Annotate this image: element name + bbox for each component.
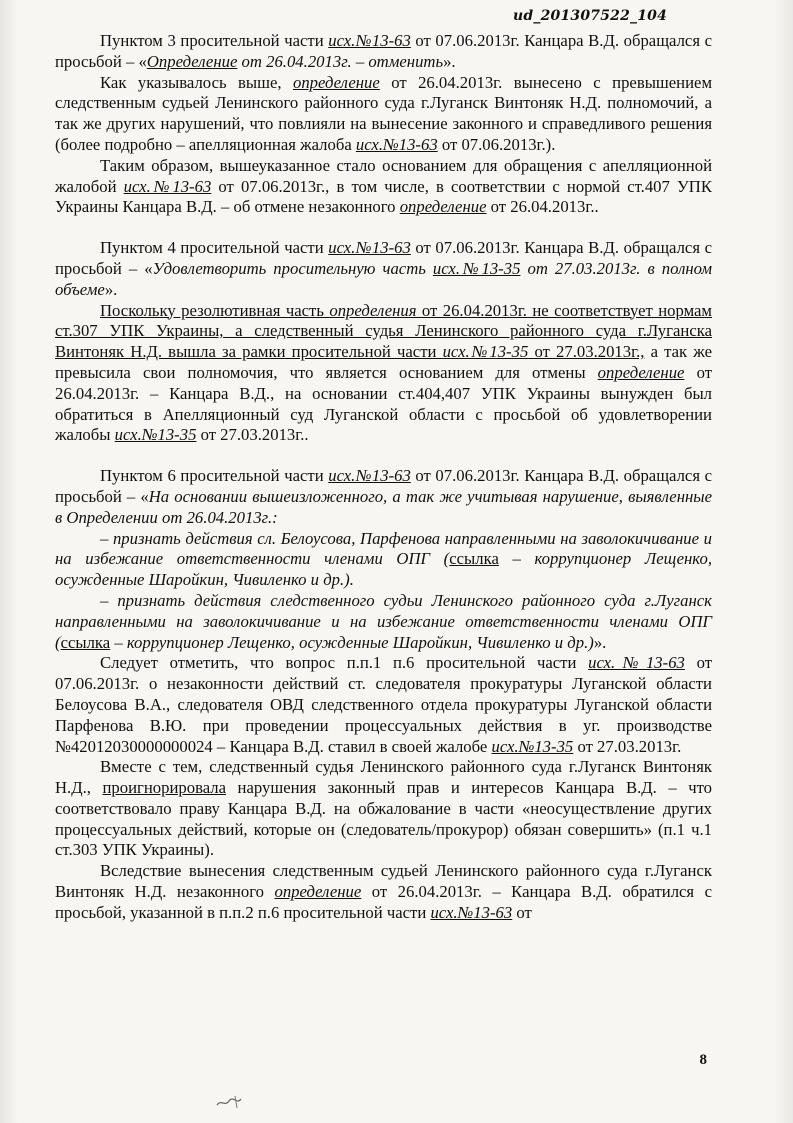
- text-run: Как указывалось выше,: [100, 72, 293, 92]
- text-run: от 07.06.2013г. Канцара В.Д. обращался с просьбой – «: [55, 31, 712, 71]
- paragraph: [55, 238, 712, 300]
- pen-mark-icon: [215, 1093, 255, 1111]
- text-run: от 26.04.2013г. – Канцара В.Д. обратился с просьбой, указанной в п.п.2 п.6 просительной части: [55, 882, 712, 922]
- text-run: Пунктом 4 просительной части: [100, 238, 329, 258]
- document-body: [55, 31, 712, 924]
- reference-link-text: исх.№13-63: [588, 653, 685, 673]
- reference-link-text: определения: [329, 300, 417, 320]
- reference-link-text: исх.№13-63: [328, 238, 411, 258]
- reference-link-text: исх.№13-63: [328, 31, 411, 50]
- paragraph: [55, 466, 712, 528]
- text-run: Вместе с тем, следственный судья Ленинского районного суда г.Луганск Винтоняк Н.Д.,: [55, 757, 712, 798]
- text-run: Вследствие вынесения следственным судьей Ленинского районного суда г.Луганск Винтоняк Н.Д. незаконного: [55, 861, 712, 902]
- text-run: На основании вышеизложенного, а так же учитывая нарушение, выявленные в Определении от 26.04.2013г.:: [55, 486, 712, 527]
- text-run: от 07.06.2013г., в том числе, в соответствии с нормой ст.407 УПК Украины Канцара В.Д. – об отмене незаконного: [55, 176, 712, 217]
- reference-link-text: определение: [292, 72, 380, 92]
- paragraph: [55, 156, 712, 218]
- paragraph-spacer: [55, 218, 712, 238]
- reference-link-text: Определение: [146, 51, 238, 71]
- text-run: ссылка: [449, 549, 499, 569]
- paragraph: [55, 301, 712, 447]
- paragraph: [55, 653, 712, 757]
- text-run: от 26.04.2013г. вынесено с превышением следственным судьей Ленинского районного суда г.Луганск Винтоняк Н.Д. полномочий, а так же других нарушений, что повлияли на вынесение законного и справедливого решения (более подробно – апелляционная жалоба: [55, 72, 713, 154]
- text-run: от 07.06.2013г.).: [437, 134, 556, 154]
- text-run: от 27.03.2013г.: [573, 736, 682, 756]
- text-run: Следует отметить, что вопрос п.п.1 п.6 просительной части: [100, 653, 589, 673]
- paragraph: [55, 529, 712, 591]
- text-run: от 07.06.2013г. Канцара В.Д. обращался с просьбой – «: [55, 238, 712, 278]
- paragraph: [55, 757, 712, 861]
- text-run: Удовлетворить просительную часть: [152, 258, 433, 278]
- paragraph: [55, 73, 712, 156]
- text-run: – признать действия следственного судьи Ленинского районного суда г.Луганск направленными на заволокичивание и на избежание ответственности членами ОПГ (: [55, 590, 712, 652]
- text-run: – коррупционер Лещенко, осужденные Шаройкин, Чивиленко и др.): [110, 632, 594, 652]
- text-run: ».: [443, 51, 456, 71]
- text-run: Пунктом 3 просительной части: [100, 31, 329, 50]
- text-run: Пунктом 6 просительной части: [100, 466, 329, 486]
- text-run: проигнорировала: [102, 778, 227, 798]
- text-run: от 07.06.2013г. о незаконности действий ст. следователя прокуратуры Луганской области Белоусова В.А., следователя ОВД следственного отдела прокуратуры Луганской области Парфенова В.Ю. при проведении процессуальных действия в уг. производстве №42012030000000024 – Канцара В.Д. ставил в своей жалобе: [55, 653, 712, 756]
- text-run: Поскольку резолютивная часть: [100, 300, 330, 320]
- reference-link-text: исх.№13-35: [491, 736, 574, 756]
- paragraph: [55, 861, 712, 923]
- text-run: от 27.03.2013г.,: [528, 342, 645, 362]
- paragraph: [55, 591, 712, 653]
- page-number: 8: [699, 1052, 707, 1068]
- text-run: от 27.03.2013г..: [196, 425, 309, 445]
- reference-link-text: определение: [274, 882, 362, 902]
- reference-link-text: исх.№13-35: [442, 342, 529, 362]
- text-run: ».: [104, 279, 118, 299]
- text-run: от 26.04.2013г. – Канцара В.Д., на основании ст.404,407 УПК Украины вынужден был обратиться в Апелляционный суд Луганской области с просьбой об удовлетворении жалобы: [55, 362, 712, 445]
- reference-link-text: исх.№13-35: [432, 258, 521, 278]
- text-run: от 26.04.2013г. – отменить: [237, 51, 444, 71]
- text-run: от 07.06.2013г. Канцара В.Д. обращался с просьбой – «: [55, 466, 712, 506]
- reference-link-text: определение: [597, 362, 685, 382]
- text-run: от 26.04.2013г..: [486, 197, 599, 217]
- reference-link-text: исх.№13-63: [430, 902, 513, 922]
- paragraph-spacer: [55, 446, 712, 466]
- text-run: – коррупционер Лещенко, осужденные Шаройкин, Чивиленко и др.).: [55, 549, 712, 590]
- reference-link-text: исх.№13-63: [328, 466, 411, 486]
- text-run: ».: [593, 632, 607, 652]
- reference-link-text: исх.№13-63: [355, 134, 438, 154]
- reference-link-text: исх.№13-63: [123, 176, 212, 196]
- document-id: ud_201307522_104: [513, 8, 668, 24]
- reference-link-text: исх.№13-35: [114, 425, 197, 445]
- reference-link-text: определение: [399, 197, 487, 217]
- text-run: от: [512, 902, 532, 922]
- text-run: Таким образом, вышеуказанное стало основанием для обращения с апелляционной жалобой: [55, 155, 712, 196]
- text-run: – признать действия сл. Белоусова, Парфенова направленными на заволокичивание и на избежание ответственности членами ОПГ (: [55, 528, 712, 569]
- text-run: нарушения законный прав и интересов Канцара В.Д. – что соответствовало праву Канцара В.Д. на обжалование в части «неосуществление других процессуальных действий, которые он (следователь/прокурор) обязан совершить» (п.1 ч.1 ст.303 УПК Украины).: [55, 778, 712, 860]
- text-run: а так же превысила свои полномочия, что является основанием для отмены: [55, 342, 712, 382]
- text-run: от 27.03.2013г. в полном объеме: [55, 258, 712, 299]
- paragraph: [55, 31, 712, 73]
- text-run: ссылка: [60, 632, 111, 652]
- text-run: от 26.04.2013г. не соответствует нормам ст.307 УПК Украины, а следственный судья Ленинского районного суда г.Луганска Винтоняк Н.Д. вышла за рамки просительной части: [55, 300, 712, 362]
